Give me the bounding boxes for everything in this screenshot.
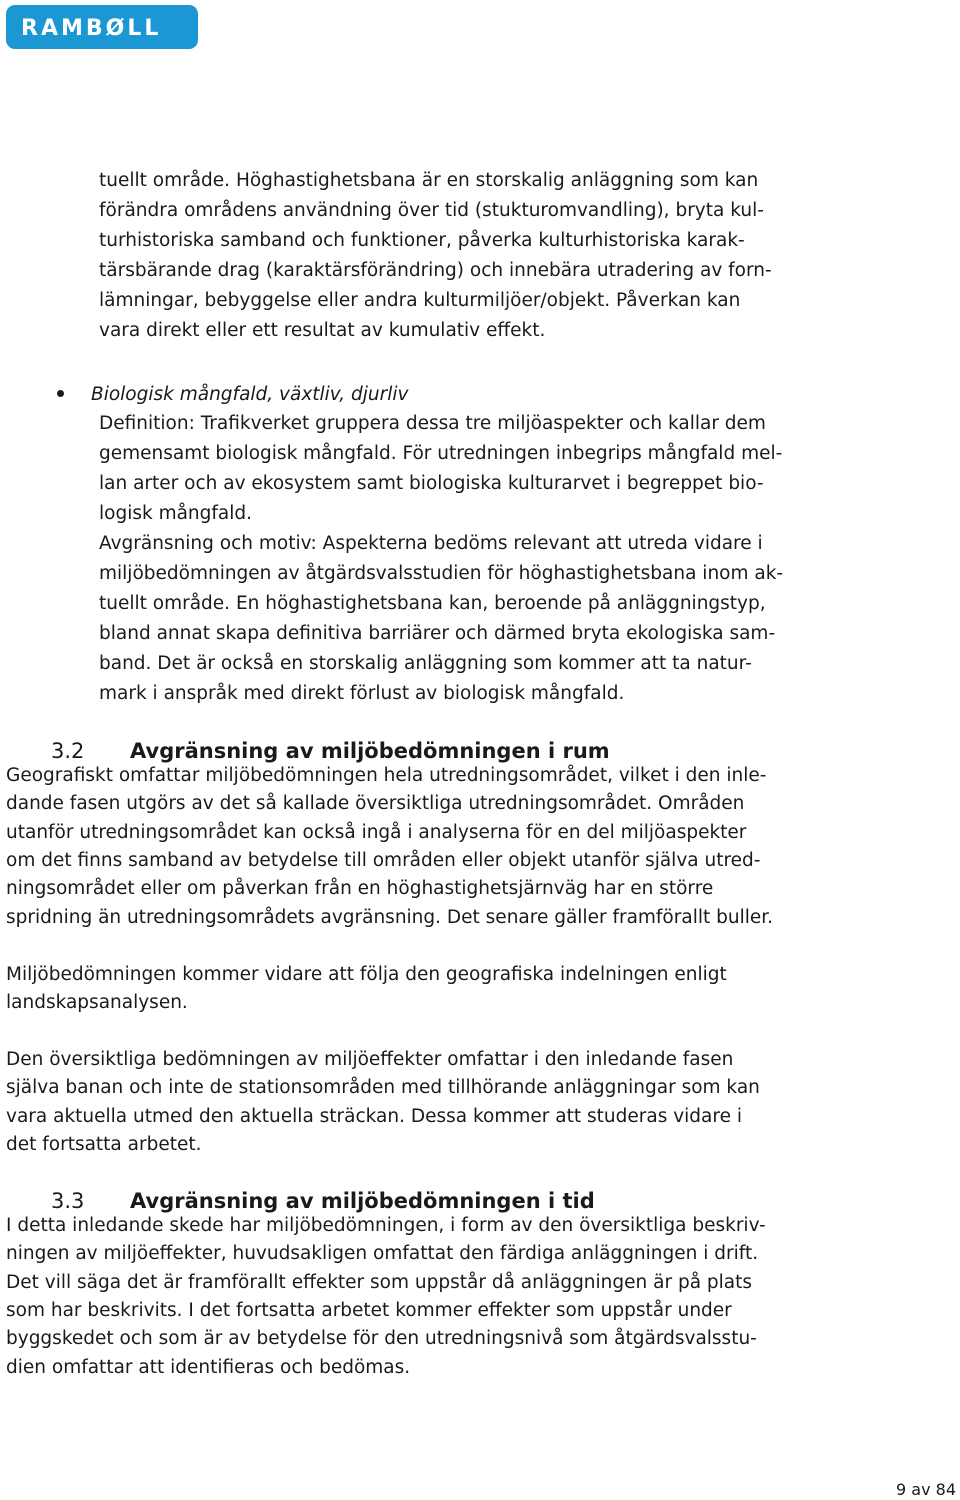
text-line: tuellt område. Höghastighetsbana är en storskalig anläggning som kan: [99, 170, 759, 191]
text-line: Geografiskt omfattar miljöbedömningen hela utredningsområdet, vilket i den inle-: [6, 765, 767, 786]
section-number: 3.3: [51, 1189, 85, 1213]
text-line: band. Det är också en storskalig anläggning som kommer att ta natur-: [99, 653, 752, 674]
text-line: själva banan och inte de stationsområden med tillhörande anläggningar som kan: [6, 1077, 760, 1098]
text-line: Miljöbedömningen kommer vidare att följa den geografiska indelningen enligt: [6, 964, 727, 985]
section-number: 3.2: [51, 739, 85, 763]
text-line: utanför utredningsområdet kan också ingå i analyserna för en del miljöaspekter: [6, 822, 747, 843]
text-line: mark i anspråk med direkt förlust av biologisk mångfald.: [99, 683, 625, 704]
text-line: tuellt område. En höghastighetsbana kan, beroende på anläggningstyp,: [99, 593, 766, 614]
text-line: turhistoriska samband och funktioner, påverka kulturhistoriska karak-: [99, 230, 745, 251]
page-number: 9 av 84: [896, 1480, 956, 1499]
bullet-title: Biologisk mångfald, växtliv, djurliv: [91, 384, 409, 405]
section-heading: Avgränsning av miljöbedömningen i rum: [130, 739, 610, 763]
text-line: som har beskrivits. I det fortsatta arbetet kommer effekter som uppstår under: [6, 1300, 732, 1321]
text-line: tärsbärande drag (karaktärsförändring) och innebära utradering av forn-: [99, 260, 772, 281]
text-line: ningsområdet eller om påverkan från en höghastighetsjärnväg har en större: [6, 878, 714, 899]
text-line: logisk mångfald.: [99, 503, 253, 524]
text-line: förändra områdens användning över tid (stukturomvandling), bryta kul-: [99, 200, 764, 221]
section-heading: Avgränsning av miljöbedömningen i tid: [130, 1189, 595, 1213]
text-line: lan arter och av ekosystem samt biologiska kulturarvet i begreppet bio-: [99, 473, 764, 494]
text-line: bland annat skapa definitiva barriärer och därmed bryta ekologiska sam-: [99, 623, 776, 644]
text-line: miljöbedömningen av åtgärdsvalsstudien för höghastighetsbana inom ak-: [99, 563, 784, 584]
logo-text: RAMBØLL: [21, 16, 162, 41]
text-line: Den översiktliga bedömningen av miljöeffekter omfattar i den inledande fasen: [6, 1049, 734, 1070]
text-line: Definition: Trafikverket gruppera dessa tre miljöaspekter och kallar dem: [99, 413, 766, 434]
text-line: ningen av miljöeffekter, huvudsakligen omfattat den färdiga anläggningen i drift.: [6, 1243, 759, 1264]
text-line: Det vill säga det är framförallt effekter som uppstår då anläggningen är på plats: [6, 1272, 753, 1293]
text-line: dande fasen utgörs av det så kallade översiktliga utredningsområdet. Områden: [6, 793, 745, 814]
text-line: I detta inledande skede har miljöbedömningen, i form av den översiktliga beskriv-: [6, 1215, 766, 1236]
text-line: vara aktuella utmed den aktuella sträckan. Dessa kommer att studeras vidare i: [6, 1106, 742, 1127]
text-line: om det finns samband av betydelse till områden eller objekt utanför själva utred-: [6, 850, 761, 871]
text-line: vara direkt eller ett resultat av kumulativ effekt.: [99, 320, 546, 341]
text-line: Avgränsning och motiv: Aspekterna bedöms relevant att utreda vidare i: [99, 533, 763, 554]
bullet-icon: [57, 390, 64, 397]
text-line: lämningar, bebyggelse eller andra kulturmiljöer/objekt. Påverkan kan: [99, 290, 741, 311]
logo-wordmark: [17, 13, 187, 41]
text-line: byggskedet och som är av betydelse för den utredningsnivå som åtgärdsvalsstu-: [6, 1328, 757, 1349]
text-line: spridning än utredningsområdets avgränsning. Det senare gäller framförallt buller.: [6, 907, 774, 928]
text-line: landskapsanalysen.: [6, 992, 188, 1013]
text-line: dien omfattar att identifieras och bedömas.: [6, 1357, 411, 1378]
text-line: gemensamt biologisk mångfald. För utredningen inbegrips mångfald mel-: [99, 443, 783, 464]
ramboll-logo: [6, 5, 198, 49]
text-line: det fortsatta arbetet.: [6, 1134, 202, 1155]
